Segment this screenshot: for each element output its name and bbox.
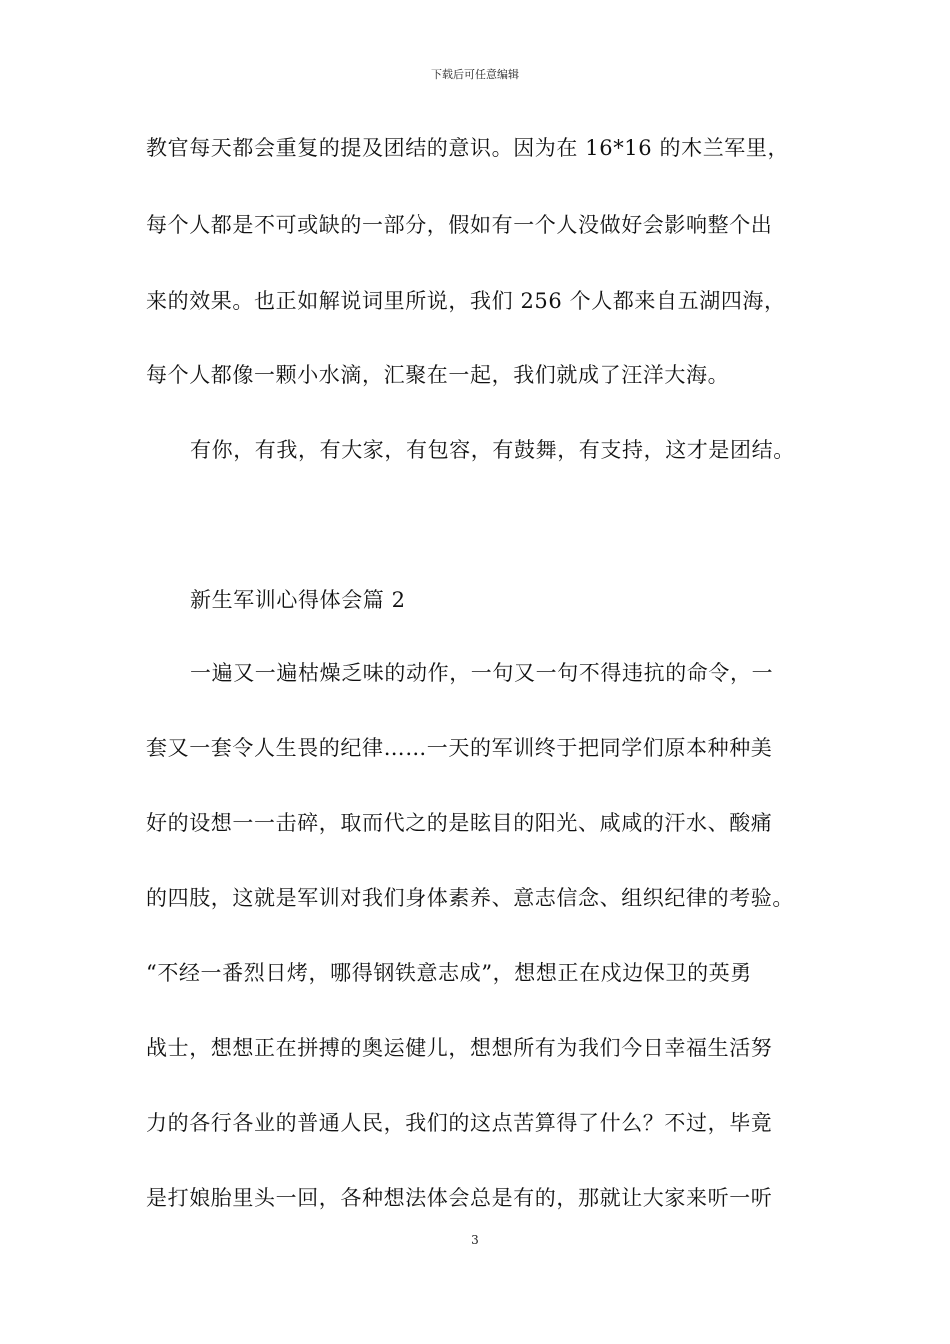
text-line-7: 一遍又一遍枯燥乏味的动作，一句又一句不得违抗的命令，一 xyxy=(190,661,774,685)
section-title: 新生军训心得体会篇 2 xyxy=(190,588,406,612)
page-header: 下载后可任意编辑 xyxy=(431,68,519,81)
text-line-14: 是打娘胎里头一回，各种想法体会总是有的，那就让大家来听一听 xyxy=(146,1186,773,1210)
text-line-12: 战士，想想正在拼搏的奥运健儿，想想所有为我们今日幸福生活努 xyxy=(146,1036,773,1060)
text-line-9: 好的设想一一击碎，取而代之的是眩目的阳光、咸咸的汗水、酸痛 xyxy=(146,811,773,835)
text-line-5: 有你，有我，有大家，有包容，有鼓舞，有支持，这才是团结。 xyxy=(190,438,795,462)
text-line-4: 每个人都像一颗小水滴，汇聚在一起，我们就成了汪洋大海。 xyxy=(146,363,730,387)
text-line-3: 来的效果。也正如解说词里所说，我们 256 个人都来自五湖四海， xyxy=(146,289,786,313)
text-line-13: 力的各行各业的普通人民，我们的这点苦算得了什么？不过，毕竟 xyxy=(146,1111,773,1135)
text-line-10: 的四肢，这就是军训对我们身体素养、意志信念、组织纪律的考验。 xyxy=(146,886,794,910)
text-line-2: 每个人都是不可或缺的一部分，假如有一个人没做好会影响整个出 xyxy=(146,213,773,237)
text-line-1: 教官每天都会重复的提及团结的意识。因为在 16*16 的木兰军里， xyxy=(146,136,790,160)
page-number: 3 xyxy=(471,1233,479,1247)
text-line-8: 套又一套令人生畏的纪律……一天的军训终于把同学们原本种种美 xyxy=(146,736,773,760)
text-line-11: “不经一番烈日烤，哪得钢铁意志成”，想想正在戍边保卫的英勇 xyxy=(146,961,752,985)
